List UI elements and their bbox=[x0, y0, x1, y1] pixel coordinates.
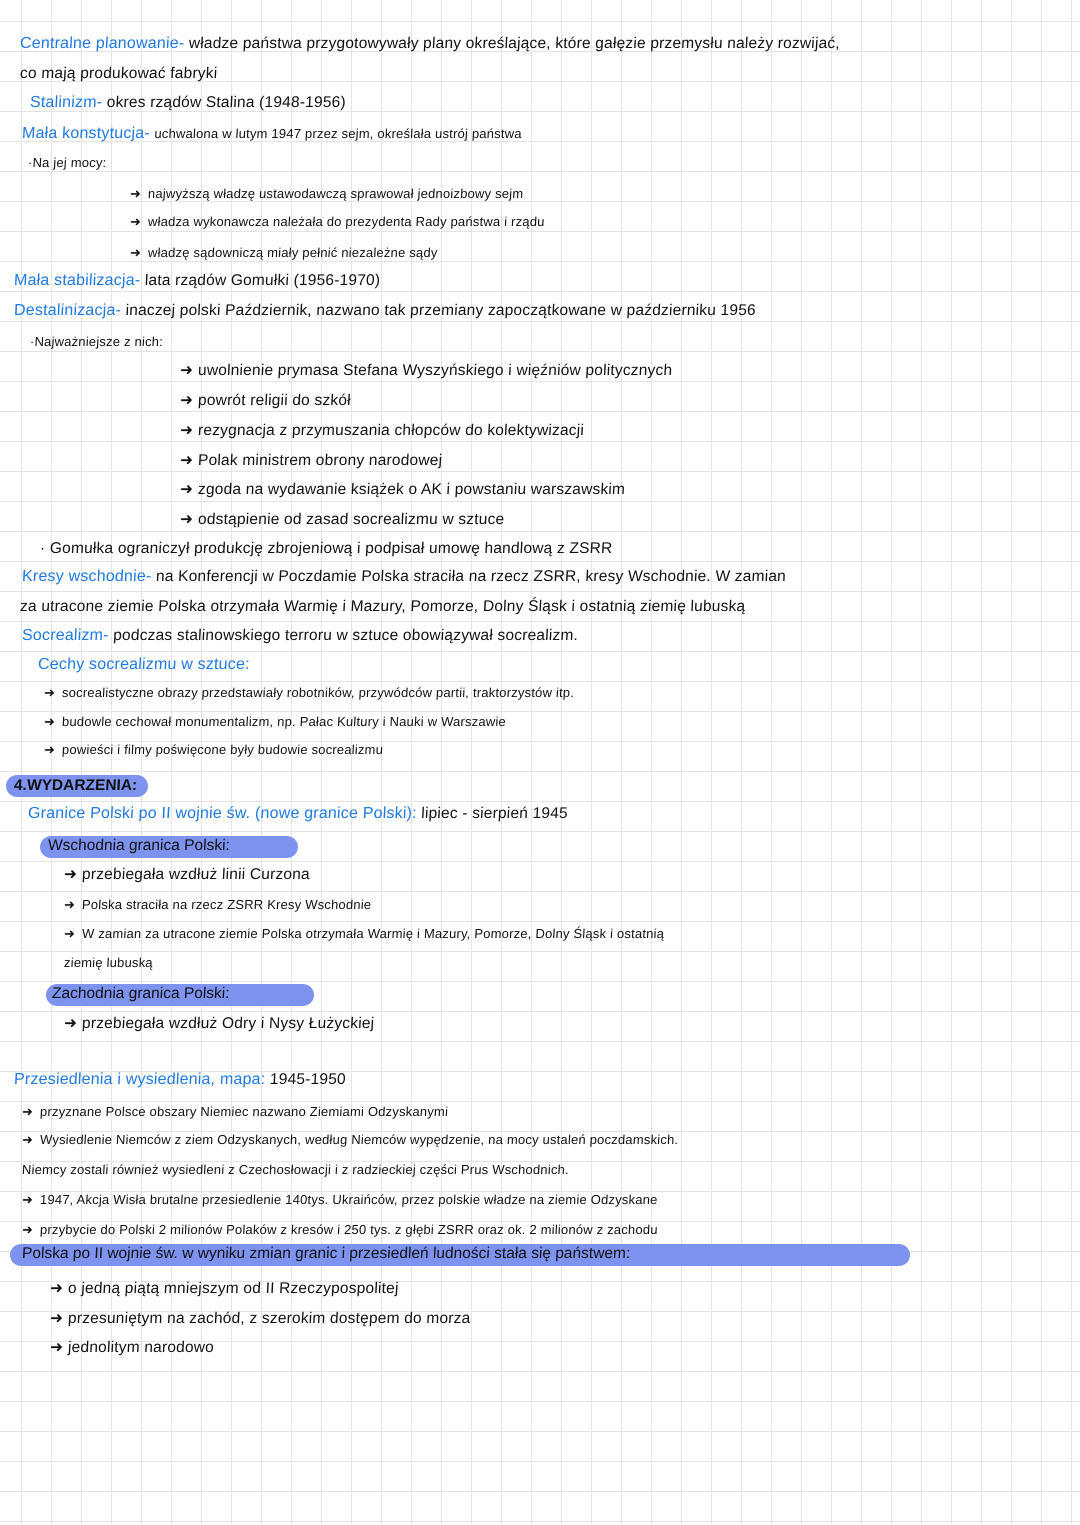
arrow-icon: ➜ bbox=[21, 1192, 34, 1207]
bullet-text: władzę sądowniczą miały pełnić niezależne sądy bbox=[147, 245, 438, 260]
definition-kresy-wschodnie bbox=[21, 566, 786, 588]
bullet-item bbox=[63, 1013, 374, 1035]
arrow-icon: ➜ bbox=[49, 1310, 64, 1327]
bullet-item bbox=[179, 420, 584, 442]
term-label: Destalinizacja- bbox=[13, 302, 122, 319]
definition-destalinizacja bbox=[13, 300, 756, 322]
bullet-item bbox=[21, 1129, 678, 1151]
subheading: ·Na jej mocy: bbox=[27, 155, 107, 170]
bullet-item bbox=[129, 242, 438, 264]
subheading: ·Najważniejsze z nich: bbox=[29, 334, 164, 349]
bullet-text: przebiegała wzdłuż Odry i Nysy Łużyckiej bbox=[81, 1015, 375, 1032]
bullet-text: Wysiedlenie Niemców z ziem Odzyskanych, według Niemców wypędzenie, na mocy ustaleń poczdamskich. bbox=[39, 1132, 679, 1147]
note-gomulka: · Gomułka ograniczył produkcję zbrojeniową i podpisał umowę handlową z ZSRR bbox=[39, 540, 613, 557]
bullet-item bbox=[63, 923, 664, 945]
term-label: Mała stabilizacja- bbox=[13, 272, 141, 289]
arrow-icon: ➜ bbox=[179, 481, 194, 498]
bullet-text: rezygnacja z przymuszania chłopców do kolektywizacji bbox=[197, 422, 585, 439]
arrow-icon: ➜ bbox=[129, 186, 142, 201]
bullet-item bbox=[49, 1278, 399, 1300]
definition-text: okres rządów Stalina (1948-1956) bbox=[106, 94, 347, 111]
term-label: Mała konstytucja- bbox=[21, 125, 151, 142]
bullet-text: najwyższą władzę ustawodawczą sprawował jednoizbowy sejm bbox=[147, 186, 524, 201]
bullet-text: uwolnienie prymasa Stefana Wyszyńskiego i więźniów politycznych bbox=[197, 362, 673, 379]
subheading-zachodnia-granica: Zachodnia granica Polski: bbox=[51, 985, 230, 1002]
arrow-icon: ➜ bbox=[21, 1132, 34, 1147]
date-range: lipiec - sierpień 1945 bbox=[420, 805, 569, 822]
bullet-text: Polska straciła na rzecz ZSRR Kresy Wschodnie bbox=[81, 897, 372, 912]
definition-continuation: co mają produkować fabryki bbox=[19, 65, 218, 82]
bullet-continuation: Niemcy zostali również wysiedleni z Czechosłowacji i z radzieckiej części Prus Wschodnich. bbox=[21, 1162, 570, 1177]
bullet-item bbox=[63, 864, 310, 886]
bullet-text: 1947, Akcja Wisła brutalne przesiedlenie 140tys. Ukraińców, przez polskie władze na ziemie Odzyskane bbox=[39, 1192, 658, 1207]
bullet-item bbox=[179, 509, 504, 531]
bullet-text: Polak ministrem obrony narodowej bbox=[197, 452, 443, 469]
bullet-item bbox=[43, 739, 383, 761]
arrow-icon: ➜ bbox=[43, 742, 56, 757]
heading-granice-polski bbox=[27, 803, 568, 825]
definition-text: władze państwa przygotowywały plany określające, które gałęzie przemysłu należy rozwijać, bbox=[188, 35, 841, 52]
arrow-icon: ➜ bbox=[129, 214, 142, 229]
bullet-text: W zamian za utracone ziemie Polska otrzymała Warmię i Mazury, Pomorze, Dolny Śląsk i ostatnią bbox=[81, 926, 665, 941]
arrow-icon: ➜ bbox=[21, 1222, 34, 1237]
term-label: Granice Polski po II wojnie św. (nowe granice Polski): bbox=[27, 805, 418, 822]
definition-socrealizm bbox=[21, 625, 578, 647]
bullet-text: powrót religii do szkół bbox=[197, 392, 352, 409]
bullet-item bbox=[179, 479, 625, 501]
arrow-icon: ➜ bbox=[43, 714, 56, 729]
term-label: Kresy wschodnie- bbox=[21, 568, 152, 585]
arrow-icon: ➜ bbox=[63, 1015, 78, 1032]
definition-centralne-planowanie bbox=[19, 33, 840, 55]
arrow-icon: ➜ bbox=[49, 1280, 64, 1297]
section-heading-wydarzenia: 4.WYDARZENIA: bbox=[13, 777, 138, 794]
bullet-item bbox=[179, 450, 442, 472]
bullet-item bbox=[43, 682, 574, 704]
arrow-icon: ➜ bbox=[63, 897, 76, 912]
arrow-icon: ➜ bbox=[21, 1104, 34, 1119]
arrow-icon: ➜ bbox=[179, 362, 194, 379]
bullet-text: władza wykonawcza należała do prezydenta Rady państwa i rządu bbox=[147, 214, 546, 229]
bullet-item bbox=[129, 211, 545, 233]
arrow-icon: ➜ bbox=[129, 245, 142, 260]
definition-stalinizm bbox=[29, 92, 346, 114]
term-label: Przesiedlenia i wysiedlenia, mapa: bbox=[13, 1071, 266, 1088]
definition-text: inaczej polski Październik, nazwano tak przemiany zapoczątkowane w październiku 1956 bbox=[125, 302, 757, 319]
bullet-text: przebiegała wzdłuż linii Curzona bbox=[81, 866, 311, 883]
bullet-text: przybycie do Polski 2 milionów Polaków z kresów i 250 tys. z głębi ZSRR oraz ok. 2 milionów z zachodu bbox=[39, 1222, 659, 1237]
term-label: Socrealizm- bbox=[21, 627, 110, 644]
bullet-item bbox=[179, 390, 351, 412]
bullet-text: budowle cechował monumentalizm, np. Pałac Kultury i Nauki w Warszawie bbox=[61, 714, 507, 729]
arrow-icon: ➜ bbox=[179, 392, 194, 409]
definition-mala-konstytucja bbox=[21, 123, 522, 145]
definition-text: lata rządów Gomułki (1956-1970) bbox=[144, 272, 381, 289]
arrow-icon: ➜ bbox=[63, 866, 78, 883]
bullet-text: jednolitym narodowo bbox=[67, 1339, 215, 1356]
bullet-text: o jedną piątą mniejszym od II Rzeczypospolitej bbox=[67, 1280, 400, 1297]
subheading-wschodnia-granica: Wschodnia granica Polski: bbox=[47, 837, 231, 854]
bullet-item bbox=[43, 711, 506, 733]
bullet-item bbox=[21, 1189, 658, 1211]
bullet-item bbox=[179, 360, 672, 382]
summary-heading: Polska po II wojnie św. w wyniku zmian granic i przesiedleń ludności stała się państwem: bbox=[21, 1245, 631, 1262]
bullet-item bbox=[21, 1219, 658, 1241]
definition-continuation: za utracone ziemie Polska otrzymała Warmię i Mazury, Pomorze, Dolny Śląsk i ostatnią ziemię lubuską bbox=[19, 598, 746, 615]
bullet-continuation: ziemię lubuską bbox=[63, 955, 154, 970]
bullet-text: powieści i filmy poświęcone były budowie socrealizmu bbox=[61, 742, 384, 757]
bullet-text: zgoda na wydawanie książek o AK i powstaniu warszawskim bbox=[197, 481, 626, 498]
arrow-icon: ➜ bbox=[63, 926, 76, 941]
arrow-icon: ➜ bbox=[179, 511, 194, 528]
bullet-text: przyznane Polsce obszary Niemiec nazwano Ziemiami Odzyskanymi bbox=[39, 1104, 449, 1119]
term-label: Stalinizm- bbox=[29, 94, 103, 111]
arrow-icon: ➜ bbox=[43, 685, 56, 700]
arrow-icon: ➜ bbox=[179, 422, 194, 439]
definition-text: na Konferencji w Poczdamie Polska straciła na rzecz ZSRR, kresy Wschodnie. W zamian bbox=[155, 568, 787, 585]
arrow-icon: ➜ bbox=[179, 452, 194, 469]
bullet-item bbox=[21, 1101, 448, 1123]
bullet-text: przesuniętym na zachód, z szerokim dostępem do morza bbox=[67, 1310, 471, 1327]
heading-przesiedlenia bbox=[13, 1069, 346, 1091]
date-range: 1945-1950 bbox=[269, 1071, 347, 1088]
subheading-cechy-socrealizmu: Cechy socrealizmu w sztuce: bbox=[37, 656, 251, 673]
bullet-item bbox=[49, 1337, 214, 1359]
definition-text: uchwalona w lutym 1947 przez sejm, określała ustrój państwa bbox=[154, 126, 523, 141]
definition-text: podczas stalinowskiego terroru w sztuce obowiązywał socrealizm. bbox=[112, 627, 579, 644]
bullet-item bbox=[129, 183, 524, 205]
bullet-item bbox=[63, 894, 371, 916]
term-label: Centralne planowanie- bbox=[19, 35, 185, 52]
bullet-item bbox=[49, 1308, 471, 1330]
bullet-text: socrealistyczne obrazy przedstawiały robotników, przywódców partii, traktorzystów itp. bbox=[61, 685, 575, 700]
bullet-text: odstąpienie od zasad socrealizmu w sztuce bbox=[197, 511, 505, 528]
definition-mala-stabilizacja bbox=[13, 270, 380, 292]
arrow-icon: ➜ bbox=[49, 1339, 64, 1356]
